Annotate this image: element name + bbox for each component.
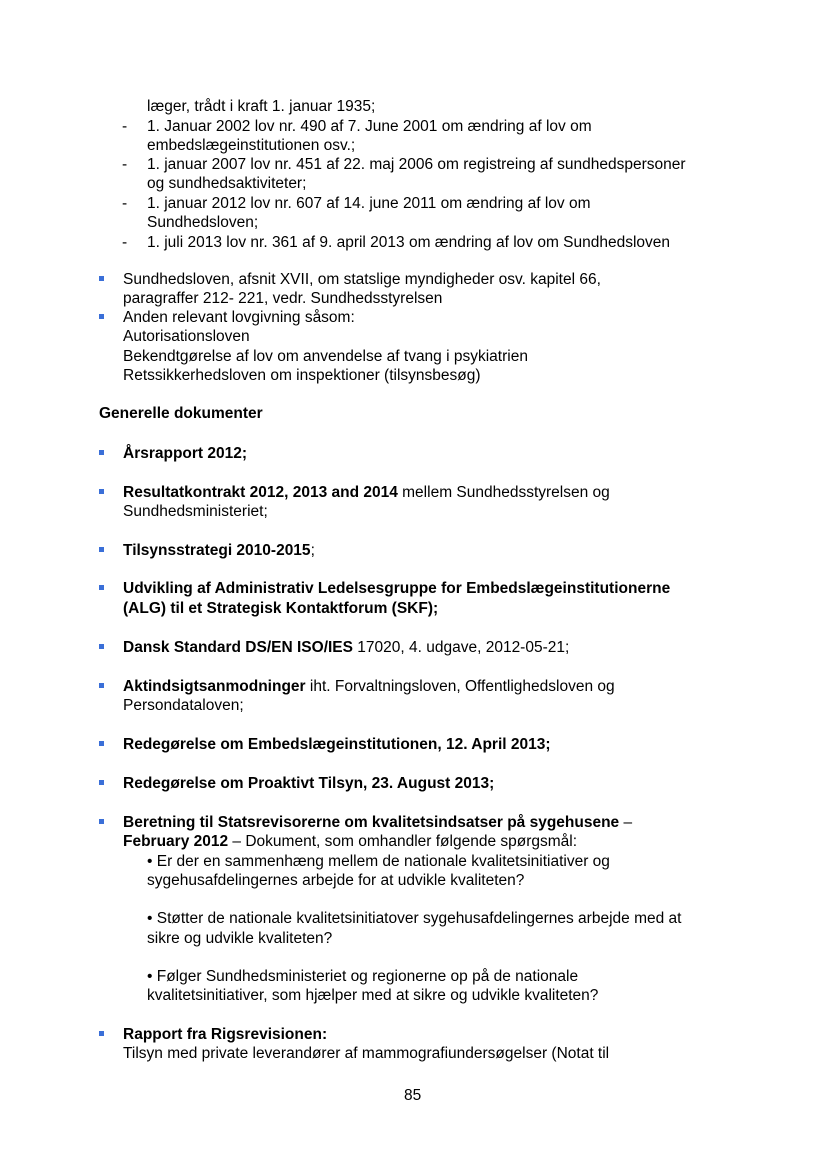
question-2-line1: • Støtter de nationale kvalitetsinitiatover sygehusafdelingernes arbejde med at [147, 910, 682, 927]
doc-item-10-line2: Tilsyn med private leverandører af mammografiundersøgelser (Notat til [123, 1045, 610, 1062]
bullet-square-icon [99, 314, 104, 319]
law-item-1-line1: Sundhedsloven, afsnit XVII, om statslige myndigheder osv. kapitel 66, [123, 271, 601, 288]
doc-item-9-date: February 2012 [123, 833, 229, 850]
question-1-line1: • Er der en sammenhæng mellem de nationale kvalitetsinitiativer og [147, 853, 610, 870]
page-number: 85 [404, 1087, 422, 1104]
bullet-square-icon [99, 450, 104, 455]
question-3-line2: kvalitetsinitiativer, som hjælper med at sikre og udvikle kvaliteten? [147, 987, 599, 1004]
law-item-2-line4: Retssikkerhedsloven om inspektioner (tilsynsbesøg) [123, 367, 481, 384]
doc-item-2-rest: mellem Sundhedsstyrelsen og [397, 484, 610, 501]
statute-item-3-line1: 1. januar 2012 lov nr. 607 af 14. june 2011 om ændring af lov om [147, 195, 591, 212]
law-item-1-line2: paragraffer 212- 221, vedr. Sundhedsstyrelsen [123, 290, 443, 307]
doc-item-9-line1 [123, 813, 632, 832]
law-item-2-line3: Bekendtgørelse af lov om anvendelse af tvang i psykiatrien [123, 348, 528, 365]
statute-item-1-line1: 1. Januar 2002 lov nr. 490 af 7. June 2001 om ændring af lov om [147, 118, 592, 135]
question-2-line2: sikre og udvikle kvaliteten? [147, 930, 333, 947]
doc-item-4-line1: Udvikling af Administrativ Ledelsesgruppe for Embedslægeinstitutionerne [123, 580, 671, 597]
doc-item-4-line2: (ALG) til et Strategisk Kontaktforum (SKF); [123, 600, 439, 617]
doc-item-5-title: Dansk Standard DS/EN ISO/IES [123, 639, 353, 656]
doc-item-2-line2: Sundhedsministeriet; [123, 503, 268, 520]
bullet-square-icon [99, 547, 104, 552]
bullet-square-icon [99, 585, 104, 590]
doc-item-1 [123, 444, 247, 463]
doc-item-5-rest: 17020, 4. udgave, 2012-05-21; [352, 639, 570, 656]
section-heading: Generelle dokumenter [99, 405, 263, 422]
doc-item-3-title: Tilsynsstrategi 2010-2015 [123, 542, 311, 559]
doc-item-9-description: – Dokument, som omhandler følgende spørgsmål: [228, 833, 578, 850]
doc-item-8: Redegørelse om Proaktivt Tilsyn, 23. August 2013; [123, 775, 495, 792]
doc-item-6-title: Aktindsigtsanmodninger [123, 678, 306, 695]
dash-marker: - [122, 195, 128, 212]
bullet-square-icon [99, 819, 104, 824]
doc-item-2-title: Resultatkontrakt 2012, 2013 and 2014 [123, 484, 398, 501]
bullet-square-icon [99, 683, 104, 688]
bullet-square-icon [99, 1031, 104, 1036]
dash-marker: - [122, 234, 128, 251]
doc-item-5 [123, 638, 569, 657]
law-item-2-line2: Autorisationsloven [123, 328, 250, 345]
dash-marker: - [122, 118, 128, 135]
doc-item-7: Redegørelse om Embedslægeinstitutionen, 12. April 2013; [123, 736, 551, 753]
doc-item-6-line1 [123, 677, 615, 696]
dash-marker: - [122, 156, 128, 173]
statute-item-2-line2: og sundhedsaktiviteter; [147, 175, 307, 192]
doc-item-6-rest: iht. Forvaltningsloven, Offentlighedsloven og [305, 678, 615, 695]
bullet-square-icon [99, 780, 104, 785]
bullet-square-icon [99, 741, 104, 746]
doc-item-3-rest: ; [310, 542, 315, 559]
statute-item-3-line2: Sundhedsloven; [147, 214, 259, 231]
statute-item-1-line2: embedslægeinstitutionen osv.; [147, 137, 356, 154]
bullet-square-icon [99, 276, 104, 281]
doc-item-9-title: Beretning til Statsrevisorerne om kvalitetsindsatser på sygehusene [123, 814, 620, 831]
doc-item-1-title: Årsrapport 2012; [123, 445, 248, 462]
doc-item-9-rest: – [619, 814, 633, 831]
question-3-line1: • Følger Sundhedsministeriet og regionerne op på de nationale [147, 968, 579, 985]
bullet-square-icon [99, 644, 104, 649]
doc-item-6-line2: Persondataloven; [123, 697, 244, 714]
doc-item-3 [123, 541, 315, 560]
bullet-square-icon [99, 489, 104, 494]
doc-item-2-line1 [123, 483, 610, 502]
doc-item-9-line2 [123, 832, 577, 851]
question-1-line2: sygehusafdelingernes arbejde for at udvikle kvaliteten? [147, 872, 525, 889]
statute-item-4-line1: 1. juli 2013 lov nr. 361 af 9. april 2013 om ændring af lov om Sundhedsloven [147, 234, 671, 251]
law-item-2-line1: Anden relevant lovgivning såsom: [123, 309, 355, 326]
statute-continuation: læger, trådt i kraft 1. januar 1935; [147, 98, 376, 115]
doc-item-10-title: Rapport fra Rigsrevisionen: [123, 1026, 328, 1043]
statute-item-2-line1: 1. januar 2007 lov nr. 451 af 22. maj 2006 om registreing af sundhedspersoner [147, 156, 686, 173]
